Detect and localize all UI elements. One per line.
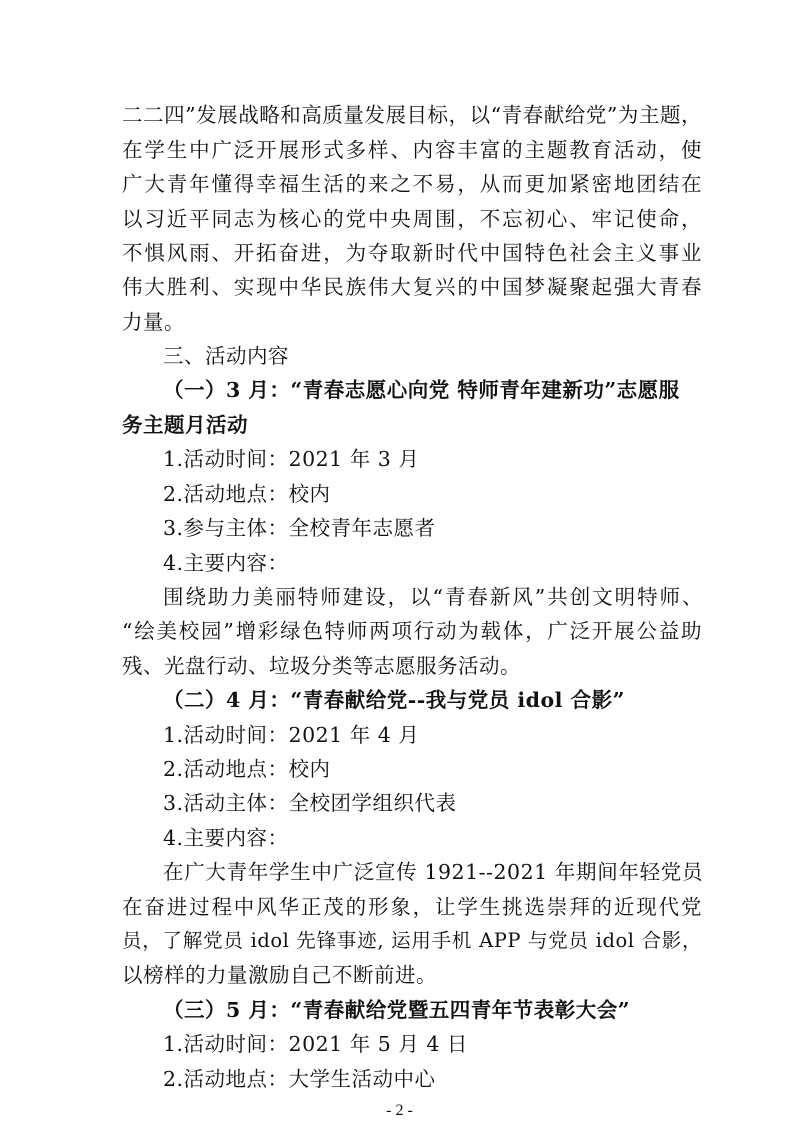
list-item: 3.参与主体：全校青年志愿者 <box>163 516 436 540</box>
paragraph-line: 在奋进过程中风华正茂的形象，让学生挑选崇拜的近现代党 <box>122 895 702 919</box>
subsection-heading: 务主题月活动 <box>122 413 248 437</box>
page-number: - 2 - <box>386 1102 413 1119</box>
list-item: 4.主要内容： <box>163 551 289 575</box>
subsection-heading: （二）4 月：“青春献给党--我与党员 idol 合影” <box>163 688 625 712</box>
paragraph-line: 员，了解党员 idol 先锋事迹, 运用手机 APP 与党员 idol 合影， <box>122 929 702 952</box>
paragraph-line: 残、光盘行动、垃圾分类等志愿服务活动。 <box>122 654 521 678</box>
paragraph-line: 以榜样的力量激励自己不断前进。 <box>122 963 437 987</box>
paragraph-line: 以习近平同志为核心的党中央周围，不忘初心、牢记使命， <box>122 207 702 231</box>
list-item: 2.活动地点：校内 <box>163 757 331 781</box>
paragraph-line: 围绕助力美丽特师建设，以“青春新风”共创文明特师、 <box>163 585 703 609</box>
list-item: 2.活动地点：校内 <box>163 482 331 506</box>
list-item: 2.活动地点：大学生活动中心 <box>163 1067 436 1091</box>
section-heading: 三、活动内容 <box>163 344 289 368</box>
list-item: 4.主要内容： <box>163 826 289 850</box>
paragraph-line: 广大青年懂得幸福生活的来之不易，从而更加紧密地团结在 <box>122 172 702 196</box>
paragraph-line: 二二四”发展战略和高质量发展目标，以“青春献给党”为主题， <box>122 103 702 127</box>
paragraph-line: 伟大胜利、实现中华民族伟大复兴的中国梦凝聚起强大青春 <box>122 275 702 299</box>
paragraph-line: 力量。 <box>122 310 185 334</box>
list-item: 1.活动时间：2021 年 5 月 4 日 <box>163 1032 468 1056</box>
subsection-heading: （一）3 月：“青春志愿心向党 特师青年建新功”志愿服 <box>163 378 680 402</box>
list-item: 3.活动主体：全校团学组织代表 <box>163 791 457 815</box>
paragraph-line: 在广大青年学生中广泛宣传 1921--2021 年期间年轻党员 <box>163 860 703 884</box>
list-item: 1.活动时间：2021 年 3 月 <box>163 447 420 471</box>
subsection-heading: （三）5 月：“青春献给党暨五四青年节表彰大会” <box>163 998 630 1022</box>
paragraph-line: “绘美校园”增彩绿色特师两项行动为载体，广泛开展公益助 <box>122 619 702 643</box>
paragraph-line: 不惧风雨、开拓奋进，为夺取新时代中国特色社会主义事业 <box>122 241 702 265</box>
list-item: 1.活动时间：2021 年 4 月 <box>163 723 420 747</box>
paragraph-line: 在学生中广泛开展形式多样、内容丰富的主题教育活动，使 <box>122 138 702 162</box>
